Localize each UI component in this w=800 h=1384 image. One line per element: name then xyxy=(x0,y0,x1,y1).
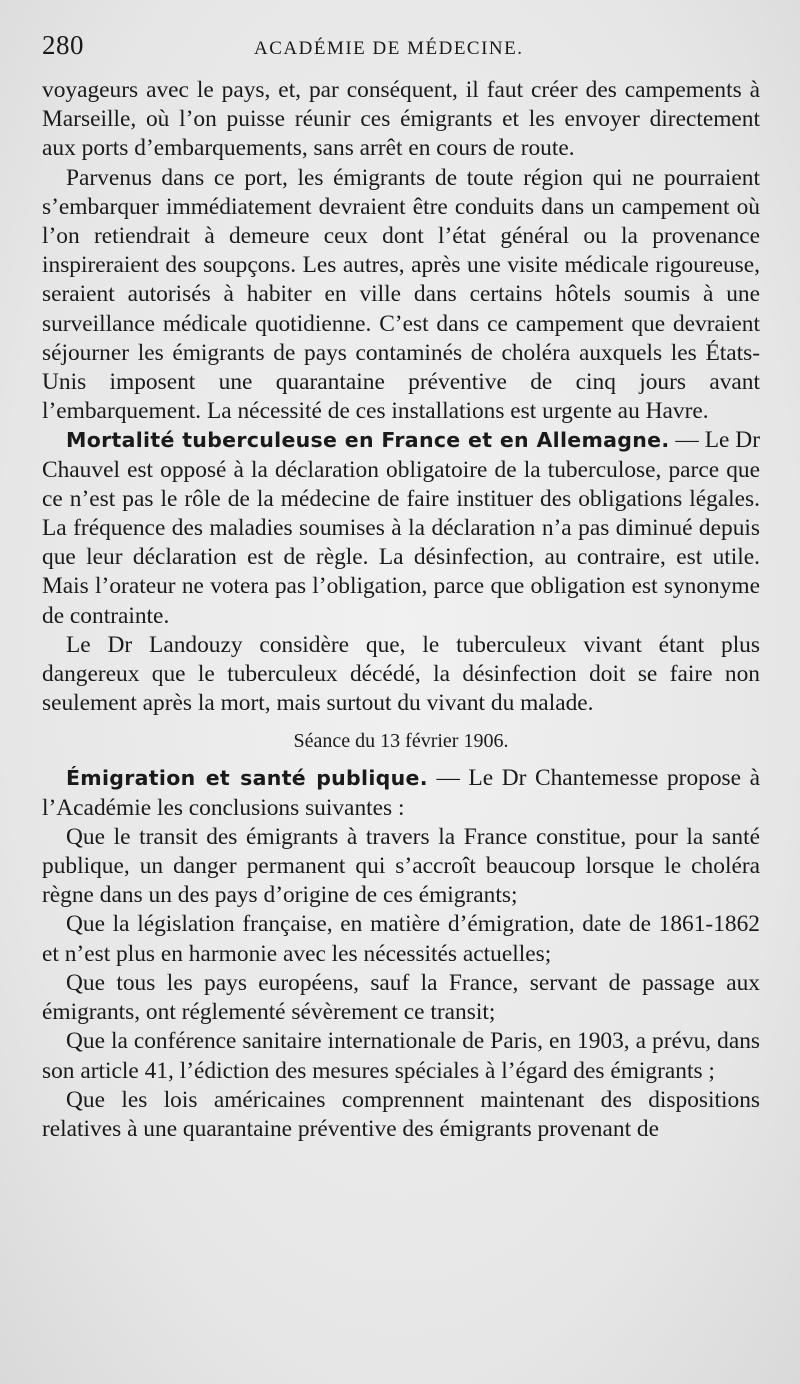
section-heading: Mortalité tuberculeuse en France et en Allemagne. xyxy=(66,428,670,453)
running-head xyxy=(42,30,760,72)
paragraph-emigration xyxy=(42,764,760,822)
paragraph: Que les lois américaines comprennent maintenant des dispositions relatives à une quarantaine préventive des émigrants provenant de xyxy=(42,1086,760,1142)
paragraph: Que la législation française, en matière d’émigration, date de 1861-1862 et n’est plus en harmonie avec les nécessités actuelles; xyxy=(42,911,760,967)
body-text xyxy=(42,76,760,1144)
paragraph-text: — Le Dr Chantemesse propose à l’Académie les conclusions suivantes : xyxy=(42,765,760,821)
paragraph: Le Dr Landouzy considère que, le tuberculeux vivant étant plus dangereux que le tuberculeux décédé, la désinfection doit se faire non seulement après la mort, mais surtout du vivant du malade. xyxy=(42,631,760,717)
paragraph-continued: voyageurs avec le pays, et, par conséquent, il faut créer des campements à Marseille, où l’on puisse réunir ces émigrants et les envoyer directement aux ports d’embarquements, sans arrêt en cours de route. xyxy=(42,77,760,162)
paragraph: Que tous les pays européens, sauf la France, servant de passage aux émigrants, ont réglementé sévèrement ce transit; xyxy=(42,969,760,1026)
page-number: 280 xyxy=(42,30,84,60)
paragraph: Parvenus dans ce port, les émigrants de toute région qui ne pourraient s’embarquer immédiatement devraient être conduits dans un campement où l’on retiendrait à demeure ceux dont l’état général ou la provenance inspireraient des soupçons. Les autres, après une visite médicale rigoureuse, seraient autorisés à habiter en ville dans certains hôtels soumis à une surveillance médicale quotidienne. C’est dans ce campement que devraient séjourner les émigrants de pays contaminés de choléra auxquels les États-Unis imposent une quarantaine préventive de cinq jours avant l’embarquement. La nécessité de ces installations est urgente au Havre. xyxy=(42,164,760,425)
paragraph: Que la conférence sanitaire internationale de Paris, en 1903, a prévu, dans son article 41, l’édiction des mesures spéciales à l’égard des émigrants ; xyxy=(42,1028,760,1084)
paragraph-tuberculose xyxy=(42,426,760,630)
paragraph-text: — Le Dr Chauvel est opposé à la déclaration obligatoire de la tuberculose, parce que ce n’est pas le rôle de la médecine de faire instituer des obligations légales. La fréquence des maladies soumises à la déclaration n’a pas diminué depuis que leur déclaration est de règle. La désinfection, au contraire, est utile. Mais l’orateur ne votera pas l’obligation, parce que obligation est synonyme de contrainte. xyxy=(42,427,760,629)
running-title: ACADÉMIE DE MÉDECINE. xyxy=(254,38,524,59)
paragraph: Que le transit des émigrants à travers la France constitue, pour la santé publique, un danger permanent qui s’accroît beaucoup lorsque le choléra règne dans un des pays d’origine de ces émigrants; xyxy=(42,823,760,909)
session-heading: Séance du 13 février 1906. xyxy=(293,730,509,753)
section-heading: Émigration et santé publique. xyxy=(66,766,428,791)
